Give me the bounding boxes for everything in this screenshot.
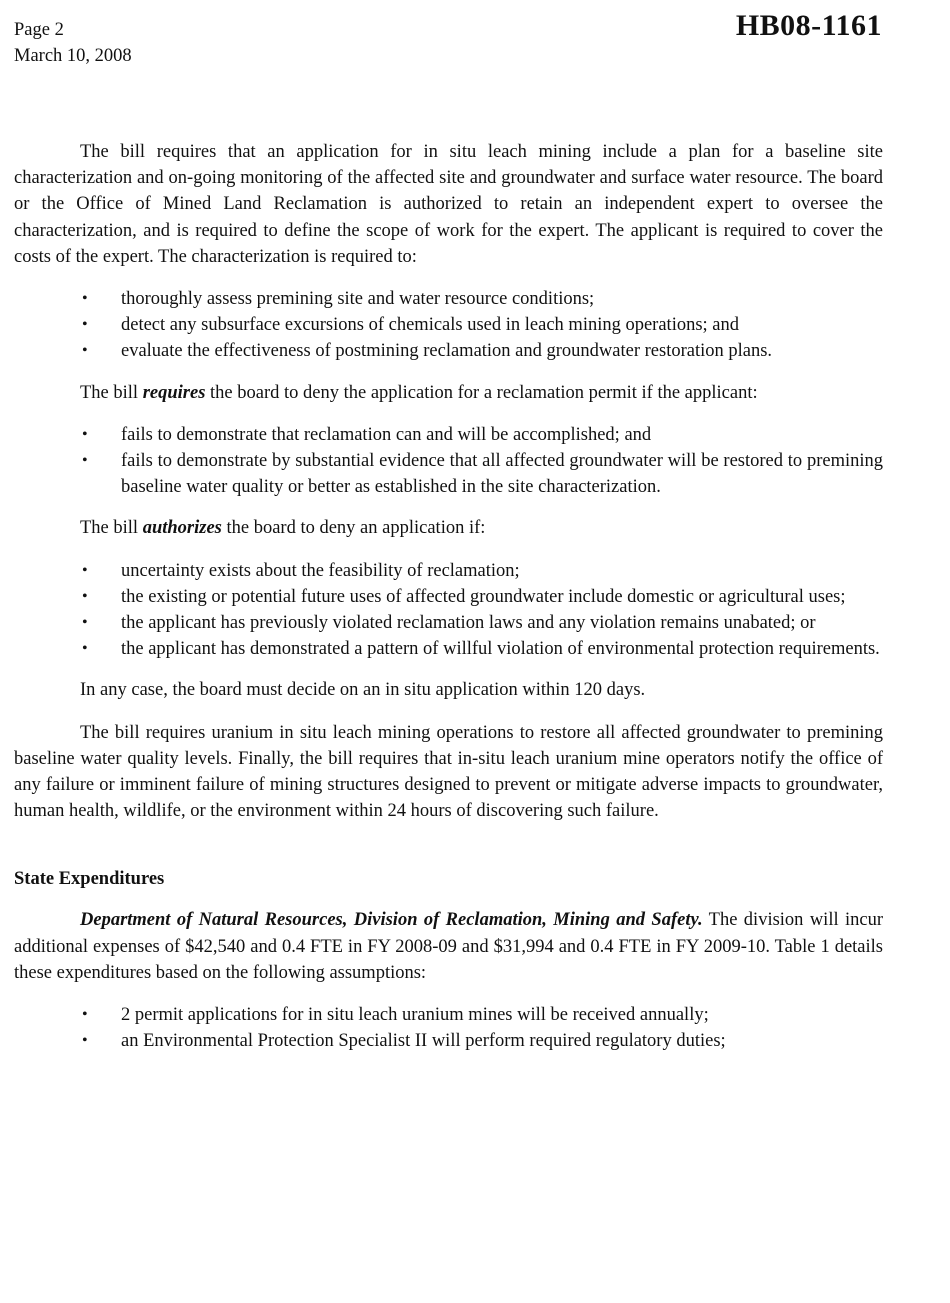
emphasis-requires: requires xyxy=(142,382,206,403)
deny-conditions-list xyxy=(14,422,883,501)
list-item: • the applicant has demonstrated a pattern of willful violation of environmental protection requirements. xyxy=(14,636,883,662)
list-item: • the applicant has previously violated reclamation laws and any violation remains unabated; or xyxy=(14,610,883,636)
list-item: • uncertainty exists about the feasibility of reclamation; xyxy=(14,558,883,584)
bullet-icon: • xyxy=(82,614,88,632)
list-item: • 2 permit applications for in situ leach uranium mines will be received annually; xyxy=(14,1002,883,1028)
document-date: March 10, 2008 xyxy=(14,46,132,66)
bullet-icon: • xyxy=(82,1032,88,1050)
bullet-icon: • xyxy=(82,342,88,360)
bullet-icon: • xyxy=(82,587,88,605)
bullet-icon: • xyxy=(82,452,88,470)
department-name: Department of Natural Resources, Division of Reclamation, Mining and Safety. xyxy=(80,910,703,931)
bullet-icon: • xyxy=(82,316,88,334)
list-item: • detect any subsurface excursions of chemicals used in leach mining operations; and xyxy=(14,312,883,338)
paragraph-restoration: The bill requires uranium in situ leach mining operations to restore all affected groundwater to premining baseline water quality levels. Finally, the bill requires that in-situ leach uranium mine operators notify the office of any failure or imminent failure of mining structures designed to prevent or mitigate adverse impacts to groundwater, human health, wildlife, or the environment within 24 hours of discovering such failure. xyxy=(14,722,883,822)
bullet-icon: • xyxy=(82,425,88,443)
page-number: Page 2 xyxy=(14,20,64,40)
paragraph-department: Department of Natural Resources, Division of Reclamation, Mining and Safety. The division will incur additional expenses of $42,540 and 0.4 FTE in FY 2008-09 and $31,994 and 0.4 FTE in FY 2009-10. Table 1 details these expenditures based on the following assumptions: xyxy=(14,910,883,983)
emphasis-authorizes: authorizes xyxy=(142,518,222,539)
characterization-list xyxy=(14,286,883,365)
list-item: • fails to demonstrate that reclamation can and will be accomplished; and xyxy=(14,422,883,448)
assumptions-list xyxy=(14,1002,883,1054)
bullet-icon: • xyxy=(82,561,88,579)
bullet-icon: • xyxy=(82,290,88,308)
bullet-icon: • xyxy=(82,640,88,658)
bill-number: HB08-1161 xyxy=(735,9,882,42)
section-heading: State Expenditures xyxy=(14,869,165,890)
paragraph-authorizes: The bill authorizes the board to deny an application if: xyxy=(80,518,486,539)
authorized-denial-list xyxy=(14,558,883,663)
list-item: • fails to demonstrate by substantial evidence that all affected groundwater will be restored to premining baseline water quality or better as established in the site characterization. xyxy=(14,448,883,500)
bullet-icon: • xyxy=(82,1006,88,1024)
paragraph-requires: The bill requires the board to deny the application for a reclamation permit if the applicant: xyxy=(80,382,758,403)
page-header xyxy=(14,17,132,69)
paragraph-characterization: The bill requires that an application for in situ leach mining include a plan for a baseline site characterization and on-going monitoring of the affected site and groundwater and surface water resource. The board or the Office of Mined Land Reclamation is authorized to retain an independent expert to oversee the characterization, and is required to define the scope of work for the expert. The applicant is required to cover the costs of the expert. The characterization is required to: xyxy=(14,142,883,267)
list-item: • an Environmental Protection Specialist II will perform required regulatory duties; xyxy=(14,1028,883,1054)
document-body xyxy=(14,139,883,1069)
list-item: • the existing or potential future uses of affected groundwater include domestic or agricultural uses; xyxy=(14,584,883,610)
list-item: • thoroughly assess premining site and water resource conditions; xyxy=(14,286,883,312)
list-item: • evaluate the effectiveness of postmining reclamation and groundwater restoration plans. xyxy=(14,338,883,364)
paragraph-decision-deadline: In any case, the board must decide on an in situ application within 120 days. xyxy=(80,680,646,701)
